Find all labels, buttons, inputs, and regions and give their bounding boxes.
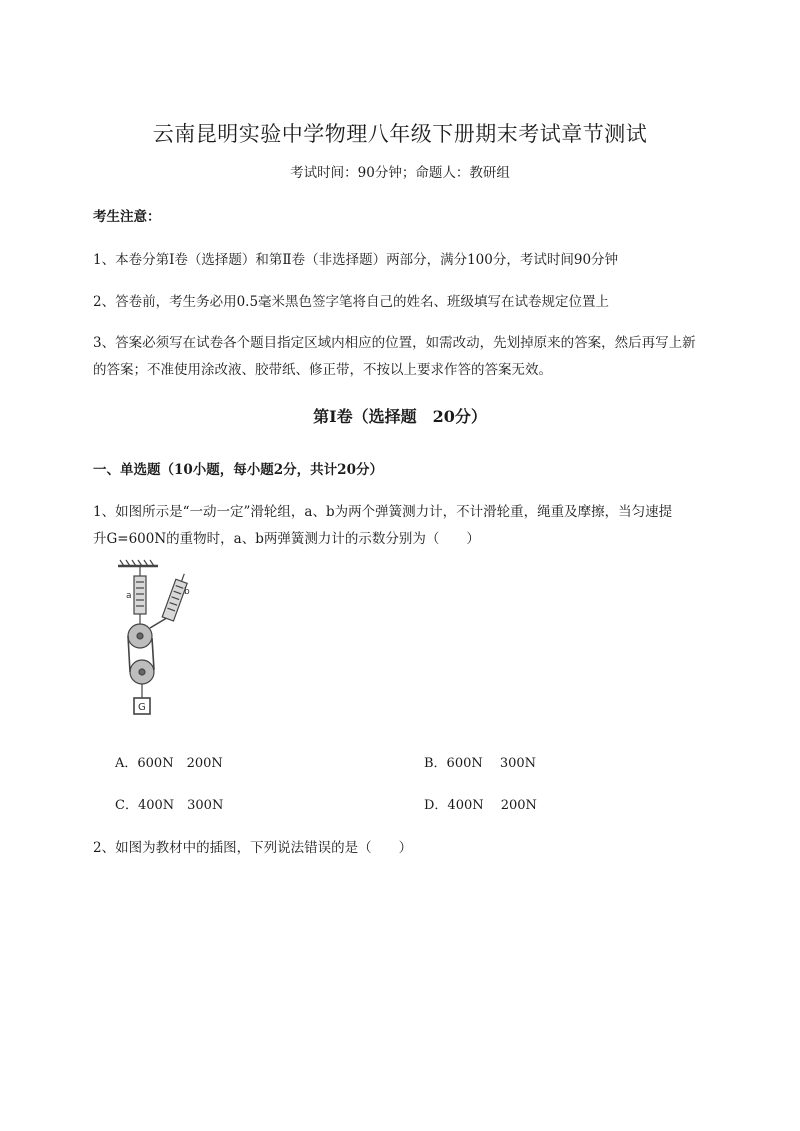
option-b[interactable]: B．600N 300N [424, 756, 537, 771]
pulley-figure [112, 558, 192, 720]
label-b: b [184, 587, 190, 597]
label-a: a [126, 591, 132, 601]
option-c[interactable]: C．400N 300N [115, 798, 224, 813]
exam-title: 云南昆明实验中学物理八年级下册期末考试章节测试 [152, 122, 648, 146]
section-title: 第I卷（选择题 20分） [313, 407, 487, 426]
option-a[interactable]: A．600N 200N [115, 756, 223, 771]
notice-item-2: 2、答卷前，考生务必用0.5毫米黑色签字笔将自己的姓名、班级填写在试卷规定位置上 [93, 294, 610, 310]
exam-subtitle: 考试时间：90分钟；命题人：教研组 [290, 165, 510, 181]
question-2-line-1: 2、如图为教材中的插图，下列说法错误的是（ ） [93, 840, 413, 856]
question-1-line-1: 1、如图所示是“一动一定”滑轮组，a、b为两个弹簧测力计，不计滑轮重，绳重及摩擦，当匀速提 [93, 504, 673, 520]
notice-heading: 考生注意： [93, 209, 161, 225]
label-weight: G [138, 702, 146, 713]
question-1-line-2: 升G=600N的重物时，a、b两弹簧测力计的示数分别为（ ） [93, 531, 480, 547]
notice-item-3: 3、答案必须写在试卷各个题目指定区域内相应的位置，如需改动，先划掉原来的答案，然后再写上新 [93, 335, 696, 351]
part-heading: 一、单选题（10小题，每小题2分，共计20分） [93, 462, 383, 478]
option-d[interactable]: D．400N 200N [424, 798, 537, 813]
notice-item-1: 1、本卷分第I卷（选择题）和第Ⅱ卷（非选择题）两部分，满分100分，考试时间90分钟 [93, 252, 619, 268]
notice-item-3-continued: 的答案；不准使用涂改液、胶带纸、修正带，不按以上要求作答的答案无效。 [93, 362, 552, 378]
